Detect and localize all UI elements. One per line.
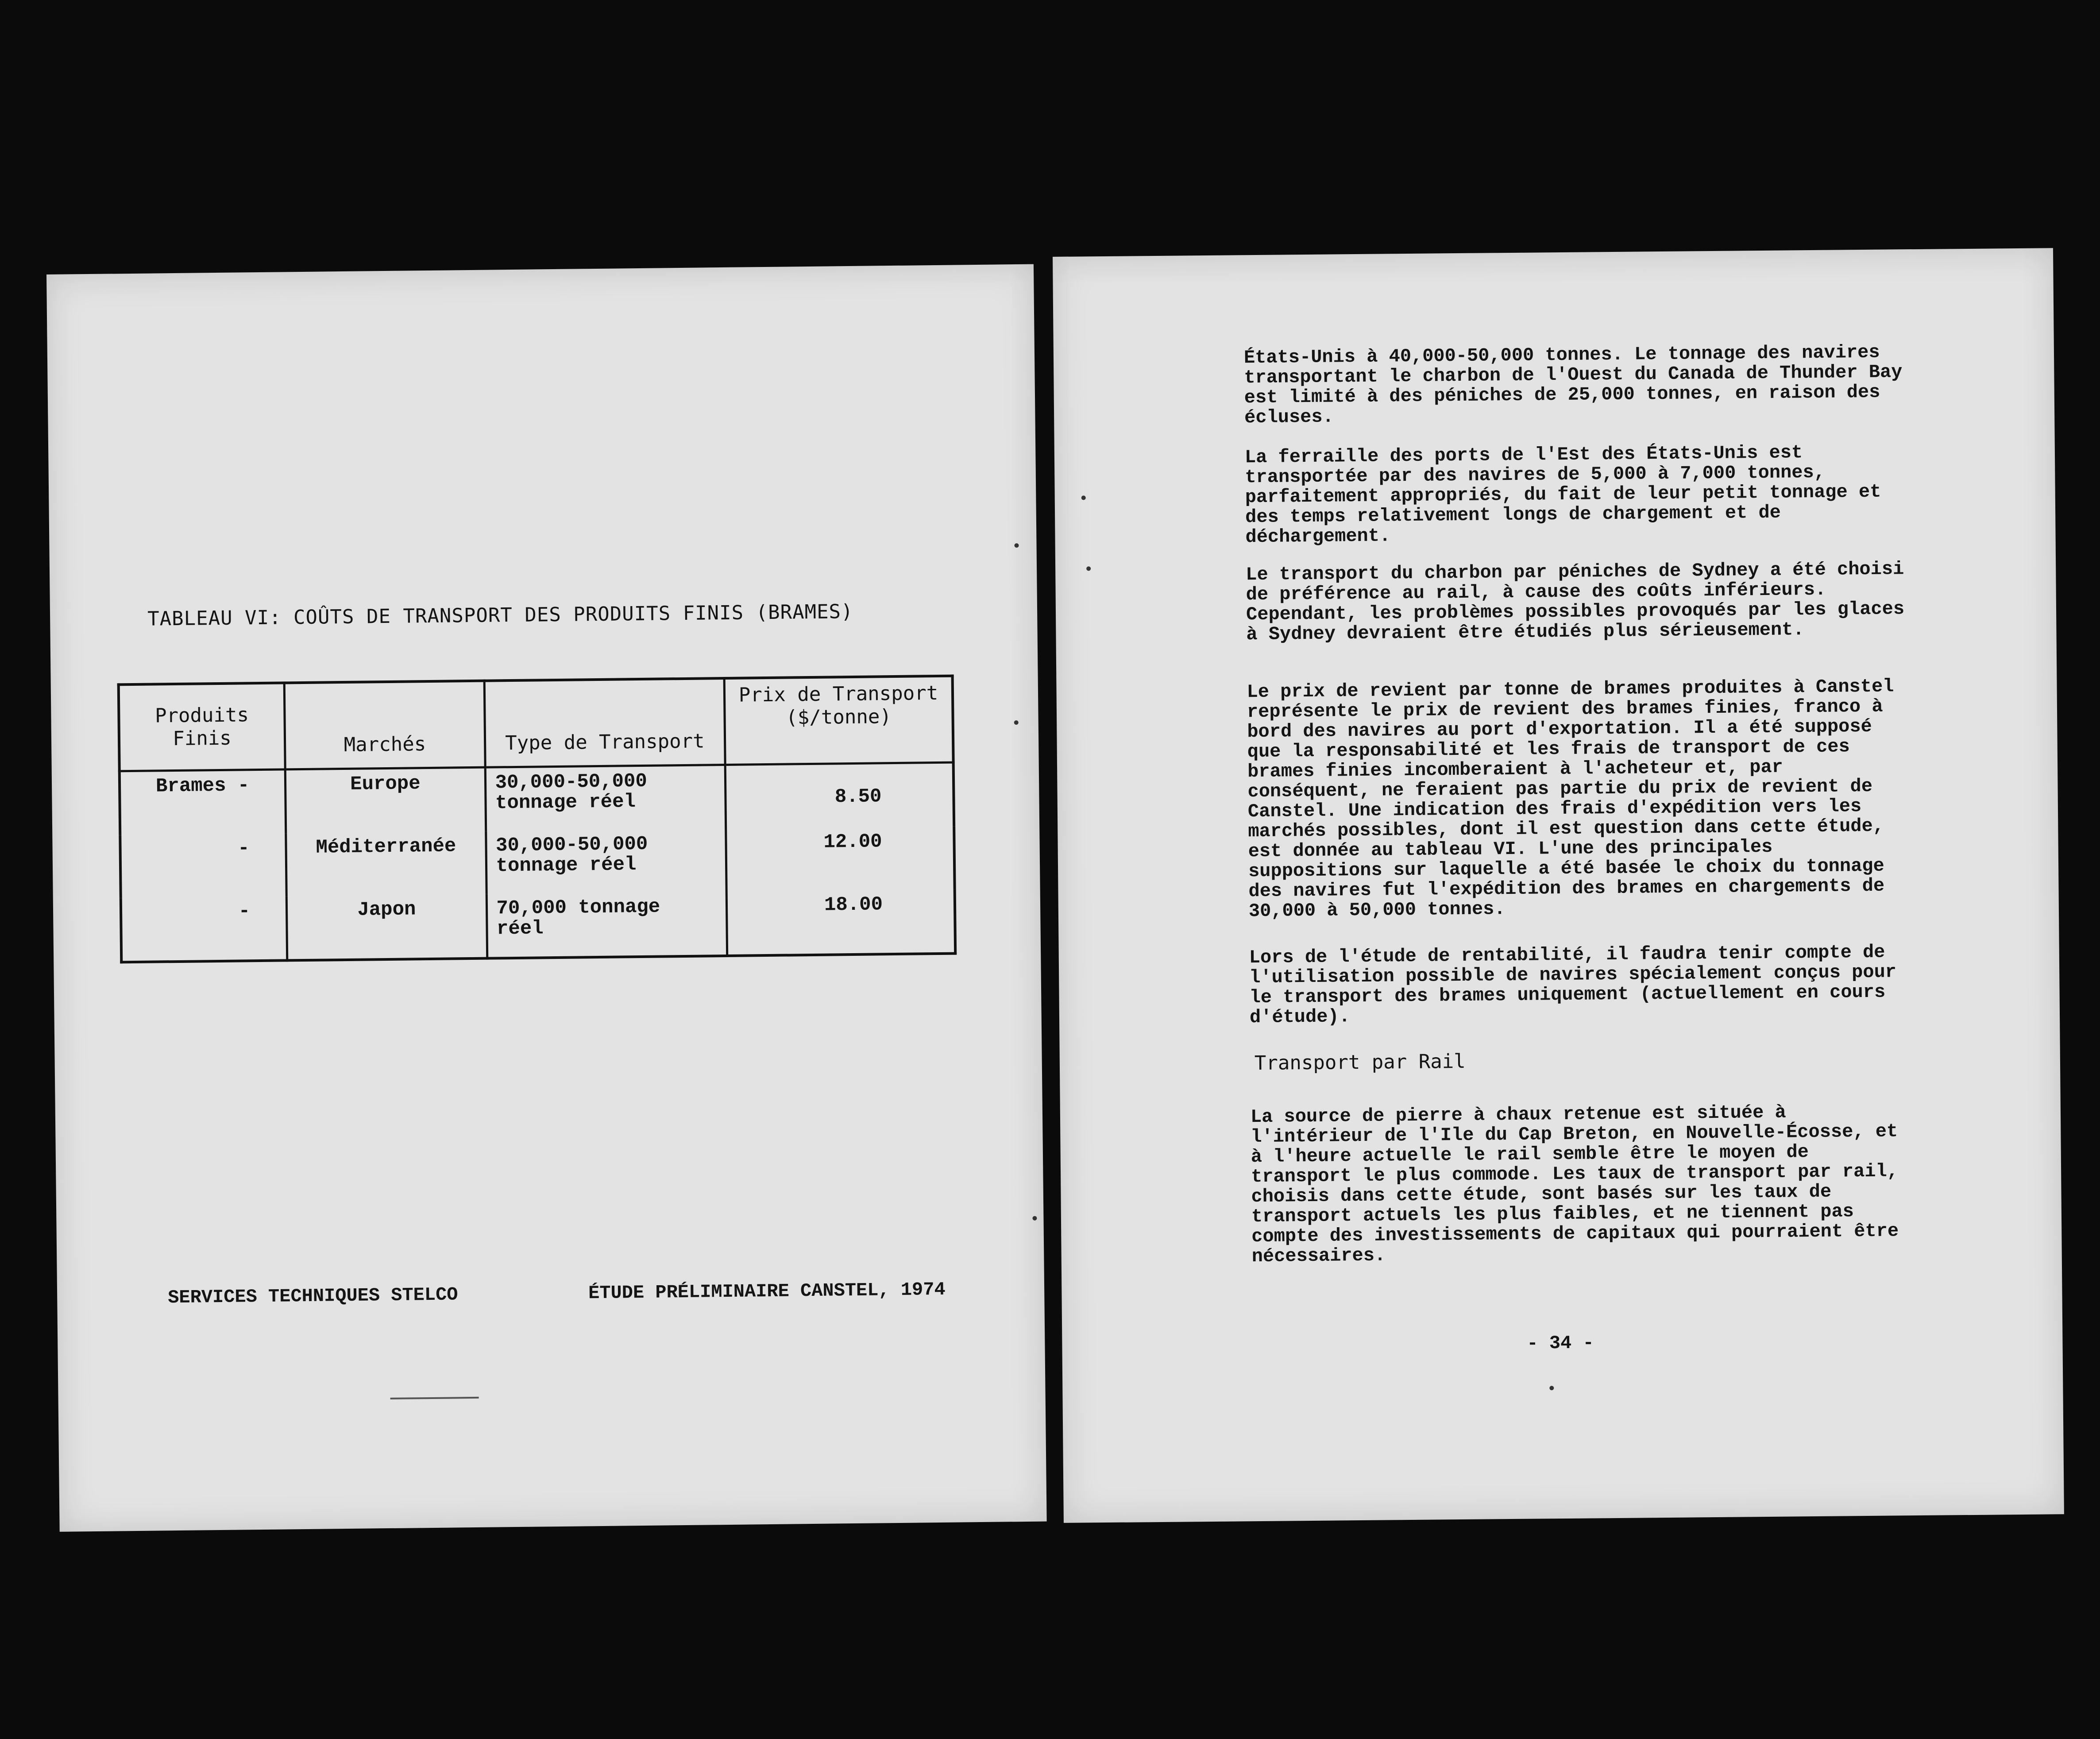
section-heading-rail: Transport par Rail bbox=[1254, 1050, 1466, 1075]
right-page bbox=[1053, 248, 2064, 1523]
paragraph-cost-price: Le prix de revient par tonne de brames produites à Canstel représente le prix de revient des brames finies, franco à bord des navires au port d'exportation. Il a été supposé que la responsabilité et les frais de transport de ces brames finies incomberaient à l'acheteur et, par conséquent, ne feraient pas partie du prix de revient de Canstel. Une indication des frais d'expédition vers les marchés possibles, dont il est question dans cette étude, est donnée au tableau VI. L'une des principales suppositions sur laquelle a été basée le choix du tonnage des navires fut l'expédition des brames en chargements de 30,000 à 50,000 tonnes. bbox=[1247, 676, 1894, 922]
cell-transport: 30,000-50,000 tonnage réel bbox=[486, 829, 726, 894]
scan-speck bbox=[1081, 495, 1086, 500]
paragraph-coal: Le transport du charbon par péniches de Sydney a été choisi de préférence au rail, à cause des coûts inférieurs. Cependant, les problèmes possibles provoqués par les glaces à Sydney devraient être étudiés plus sérieusement. bbox=[1246, 558, 1905, 645]
table-row bbox=[120, 827, 954, 898]
cell-product: - bbox=[121, 896, 287, 962]
scan-speck bbox=[1014, 720, 1019, 725]
header-markets-text: Marchés bbox=[344, 733, 426, 757]
cell-product: - bbox=[120, 833, 286, 898]
footer-organization: SERVICES TECHNIQUES STELCO bbox=[167, 1284, 458, 1309]
header-markets bbox=[284, 681, 485, 769]
cell-transport: 70,000 tonnage réel bbox=[486, 892, 727, 958]
paragraph-limestone: La source de pierre à chaux retenue est située à l'intérieur de l'Ile du Cap Breton, en Nouvelle-Écosse, et à l'heure actuelle le rail semble être le moyen de transport le plus commode. Les taux de transport par rail, choisis dans cette étude, sont basés sur les taux de transport actuels les plus faibles, et ne tiennent pas compte des investissements de capitaux qui pourraient être nécessaires. bbox=[1250, 1101, 1899, 1268]
paragraph-tonnage: États-Unis à 40,000-50,000 tonnes. Le tonnage des navires transportant le charbon de l'Ouest du Canada de Thunder Bay est limité à des péniches de 25,000 tonnes, en raison des écluses. bbox=[1243, 341, 1903, 429]
scan-speck bbox=[1086, 566, 1091, 571]
cell-product: Brames - bbox=[120, 769, 286, 835]
header-transport-type bbox=[484, 678, 726, 767]
header-transport-type-text: Type de Transport bbox=[505, 730, 705, 755]
footer-study-title: ÉTUDE PRÉLIMINAIRE CANSTEL, 1974 bbox=[588, 1279, 946, 1304]
cell-price: 8.50 bbox=[725, 762, 954, 829]
table-row bbox=[120, 762, 954, 835]
left-page bbox=[46, 264, 1047, 1532]
cell-price: 12.00 bbox=[726, 827, 955, 892]
header-price bbox=[724, 676, 953, 765]
transport-cost-table bbox=[117, 675, 957, 964]
scan-speck bbox=[1032, 1216, 1037, 1221]
header-price-text: Prix de Transport ($/tonne) bbox=[738, 681, 938, 729]
cell-price: 18.00 bbox=[726, 889, 955, 956]
paragraph-scrap: La ferraille des ports de l'Est des États-Unis est transportée par des navires de 5,000 à 7,000 tonnes, parfaitement appropriés, du fait de leur petit tonnage et des temps relativement longs de chargement et de déchargement. bbox=[1244, 442, 1881, 548]
scan-speck bbox=[1549, 1386, 1554, 1390]
header-products bbox=[119, 683, 286, 771]
decorative-scan-mark bbox=[390, 1397, 479, 1399]
scan-speck bbox=[1014, 543, 1019, 548]
cell-market: Japon bbox=[286, 894, 487, 961]
cell-market: Méditerranée bbox=[286, 831, 486, 897]
cell-market: Europe bbox=[285, 767, 486, 833]
paragraph-profitability: Lors de l'étude de rentabilité, il faudra tenir compte de l'utilisation possible de navires spécialement conçus pour le transport des brames uniquement (actuellement en cours d'étude). bbox=[1249, 941, 1897, 1028]
cell-transport: 30,000-50,000 tonnage réel bbox=[485, 765, 726, 831]
table-row bbox=[121, 889, 955, 962]
table-header-row bbox=[119, 676, 953, 771]
page-number: - 34 - bbox=[1527, 1332, 1594, 1354]
header-products-text: Produits Finis bbox=[154, 703, 249, 750]
table-title: TABLEAU VI: COÛTS DE TRANSPORT DES PRODUITS FINIS (BRAMES) bbox=[147, 600, 853, 630]
